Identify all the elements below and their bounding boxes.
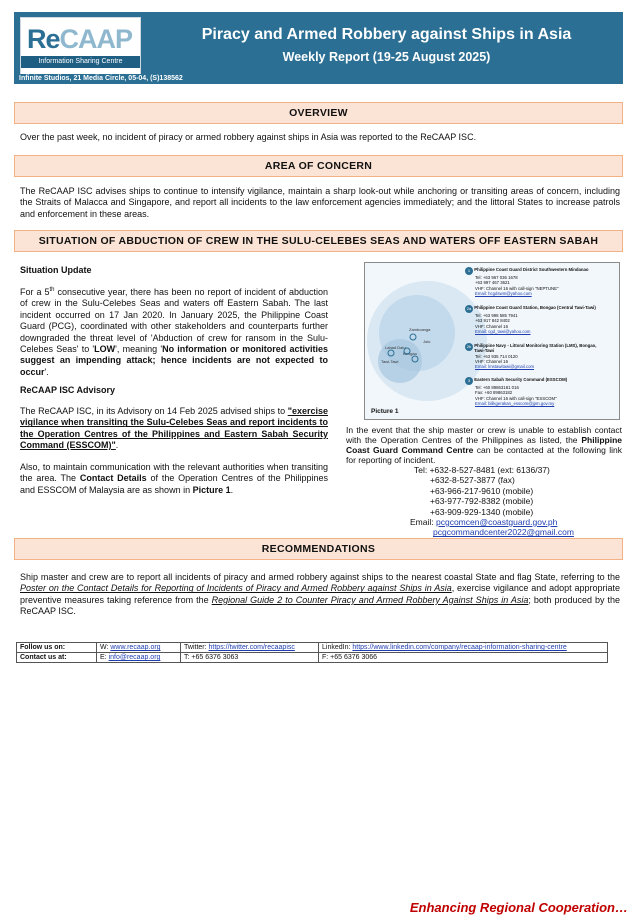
agency-contact-list — [465, 267, 617, 406]
map-label-bongao: Bongao — [403, 351, 417, 356]
agency-2a: 2a Philippine Coast Guard Station, Bongao (Central Tawi-Tawi) Tel: +63 998 585 7941 +63 917 842 8402 VHF: Channel 16 Email: cgd_tawi@yahoo.com — [465, 305, 617, 343]
agency-name: Philippine Coast Guard District Southwestern Mindanao — [474, 267, 589, 272]
map-label-tawi-tawi: Tawi-Tawi — [381, 359, 399, 364]
picture-1-map — [364, 262, 620, 420]
recommendations-text: Ship master and crew are to report all incidents of piracy and armed robbery against ships to the nearest coastal State and flag State, referring to the Poster on the Contact Details for Reporting of Incidents of Piracy and Armed Robbery against Ships in Asia, exercise vigilance and adopt appropriate preventive measures taking reference from the Regional Guide 2 to Counter Piracy and Armed Robbery Against Ships in Asia; both produced by the ReCAAP ISC. — [20, 572, 620, 617]
advisory-title: ReCAAP ISC Advisory — [20, 385, 116, 395]
area-of-concern-heading: AREA OF CONCERN — [14, 155, 623, 177]
recaap-logo — [20, 17, 141, 75]
linkedin-link[interactable]: https://www.linkedin.com/company/recaap-information-sharing-centre — [352, 644, 567, 651]
website-link[interactable]: www.recaap.org — [110, 644, 161, 651]
abduction-heading: SITUATION OF ABDUCTION OF CREW IN THE SULU-CELEBES SEAS AND WATERS OFF EASTERN SABAH — [14, 230, 623, 252]
map-label-zamboanga: Zamboanga — [409, 327, 431, 332]
area-of-concern-text: The ReCAAP ISC advises ships to continue to intensify vigilance, maintain a sharp look-out while anchoring or transiting areas of concern, including the Straits of Malacca and Singapore, and report all incidents to the law enforcement agencies immediately; and the littoral States to increase patrols and enforcement in these areas. — [20, 186, 620, 219]
tel-line: Tel: +632-8-527-8481 (ext: 6136/37) — [414, 465, 550, 475]
mobile-line: +63-909-929-1340 (mobile) — [430, 506, 534, 517]
advisory-text: The ReCAAP ISC, in its Advisory on 14 Feb 2025 advised ships to "exercise vigilance when transiting the Sulu-Celebes Seas and report incidents to the Operation Centres of the Philippines and Eastern Sabah Security Command (ESSCOM)". — [20, 406, 328, 451]
address-line: Infinite Studios, 21 Media Circle, 05-04, (S)138562 — [14, 74, 623, 84]
map-label-jolo: Jolo — [423, 339, 431, 344]
agency-3: 3 Eastern Sabah Security Command (ESSCOM) Tel: +60 89863181 016 Fax: +60 89863182 VHF: Channel 16 with call-sign "ESSCOM" Email: bilikgerakan_esscom@jpm.gov.my — [465, 377, 617, 406]
situation-update-title: Situation Update — [20, 265, 92, 275]
contact-label: Contact us at: — [17, 653, 97, 663]
phone-number: T: +65 6376 3063 — [181, 653, 319, 663]
fax-line: +632-8-527-3877 (fax) — [430, 475, 515, 486]
fax-number: F: +65 6376 3066 — [319, 653, 608, 663]
pcg-contact-block — [400, 465, 574, 538]
email-link[interactable]: info@recaap.org — [108, 654, 161, 661]
agency-number-icon: 2a — [466, 306, 472, 311]
email-label: Email: — [410, 517, 436, 528]
pcg-email-link-2[interactable]: pcgcommandcenter2022@gmail.com — [433, 527, 574, 538]
map-label-lahad-datu: Lahad Datu — [385, 345, 406, 350]
agency-number-icon: 1 — [465, 267, 473, 275]
recommendations-heading: RECOMMENDATIONS — [14, 538, 623, 560]
overview-text: Over the past week, no incident of piracy or armed robbery against ships in Asia was reported to the ReCAAP ISC. — [20, 132, 477, 142]
poster-link[interactable]: Poster on the Contact Details for Reporting of Incidents of Piracy and Armed Robbery against Ships in Asia — [20, 583, 452, 594]
picture-1-label: Picture 1 — [371, 408, 399, 415]
twitter-link[interactable]: https://twitter.com/recaapisc — [208, 644, 295, 651]
agency-number-icon: 3 — [465, 377, 473, 385]
pcg-email-link-1[interactable]: pcgcomcen@coastguard.gov.ph — [435, 517, 558, 528]
also-text: Also, to maintain communication with the relevant authorities when transiting the area. The Contact Details of the Operation Centres of the Philippines and ESSCOM of Malaysia are as shown in Picture 1. — [20, 462, 329, 495]
footer-contact-table: Follow us on: W: www.recaap.org Twitter: https://twitter.com/recaapisc LinkedIn: https://www.linkedin.com/company/recaap-information-sharing-centre Contact us at: E: info@recaap.org T: +65 6376 3063 F: +65 6376 3066 — [16, 642, 608, 663]
logo-text-re: Re — [27, 24, 60, 54]
agency-name: Philippine Navy - Littoral Monitoring Station (LMS), Bongao, Tawi-Tawi — [474, 343, 597, 354]
agency-name: Eastern Sabah Security Command (ESSCOM) — [474, 377, 568, 382]
mobile-line: +63-966-217-9610 (mobile) — [430, 485, 534, 496]
overview-heading: OVERVIEW — [14, 102, 623, 124]
report-subtitle: Weekly Report (19-25 August 2025) — [282, 50, 491, 64]
event-text: In the event that the ship master or crew is unable to establish contact with the Operation Centres of the Philippines as listed, the Philippine Coast Guard Command Centre can be contacted at the following link for reporting of incident. — [346, 425, 622, 465]
regional-guide-link[interactable]: Regional Guide 2 to Counter Piracy and Armed Robbery Against Ships in Asia — [211, 594, 529, 605]
agency-number-icon: 2b — [466, 344, 472, 349]
follow-label: Follow us on: — [17, 643, 97, 653]
report-title: Piracy and Armed Robbery against Ships in Asia — [201, 26, 572, 43]
tagline: Enhancing Regional Cooperation… — [409, 900, 628, 915]
agency-2b: 2b Philippine Navy - Littoral Monitoring Station (LMS), Bongao, Tawi-Tawi Tel: +63 935 714 0120 VHF: Channel 16 Email: lmstawitawi@gmail.com — [465, 343, 617, 377]
logo-text-caap: CAAP — [59, 24, 133, 54]
agency-1: 1 Philippine Coast Guard District Southwestern Mindanao Tel: +63 967 036 1678 +63 997 467 3621 VHF: Channel 16 with call-sign "NEPTUNE" Email: hcgdswm@yahoo.com — [465, 267, 617, 305]
situation-update-text: For a 5th consecutive year, there has been no report of incident of abduction of crew in the Sulu-Celebes Seas and waters off Eastern Sabah. The last incident occurred on 17 Jan 2020. In January 2025, the Philippine Coast Guard (PCG), coordinated with other stakeholders and counterparts further downgraded the threat level of 'Abduction of crew for ransom in the Sulu-Celebes Seas' to 'LOW', meaning 'No information or monitored activities suggest an impending attack; hence incidents are not expected to occur'. — [20, 287, 328, 377]
logo-tagline: Information Sharing Centre — [21, 56, 140, 68]
agency-name: Philippine Coast Guard Station, Bongao (Central Tawi-Tawi) — [474, 305, 596, 310]
mobile-line: +63-977-792-8382 (mobile) — [430, 496, 534, 507]
